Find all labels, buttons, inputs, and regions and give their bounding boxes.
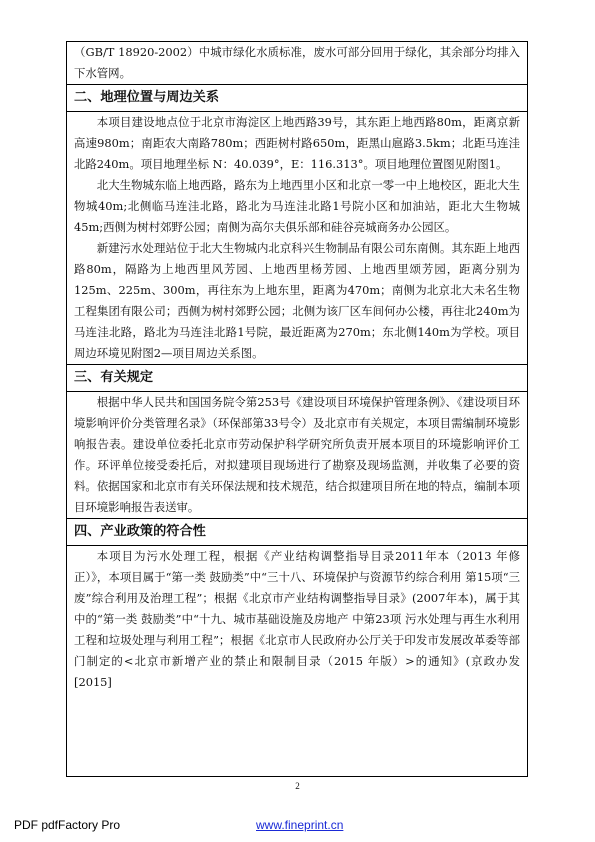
intro-paragraph: （GB/T 18920-2002）中城市绿化水质标准，废水可部分回用于绿化，其余部分均排入下水管网。 (74, 45, 520, 80)
location-paragraph-3: 新建污水处理站位于北大生物城内北京科兴生物制品有限公司东南侧。其东距上地西路80m，隔路为上地西里风芳园、上地西里杨芳园、上地西里颂芳园，距离分别为125m、225m、300m，再往东为上地东里，距离为470m；南侧为北京北大未名生物工程集团有限公司；西侧为树村郊野公园；北侧为该厂区车间何办公楼，再往北240m为马连洼北路，路北为马连洼北路1号院，最近距离为270m；东北侧140m为学校。项目周边环境见附图2—项目周边关系图。 (74, 241, 520, 360)
section-heading-regulations: 三、有关规定 (74, 370, 154, 385)
section-heading-location: 二、地理位置与周边关系 (74, 90, 220, 105)
regulations-paragraph: 根据中华人民共和国国务院令第253号《建设项目环境保护管理条例》、《建设项目环境影响评价分类管理名录》（环保部第33号令）及北京市有关规定，本项目需编制环境影响报告表。建设单位委托北京市劳动保护科学研究所负责开展本项目的环境影响评价工作。环评单位接受委托后，对拟建项目现场进行了勘察及现场监测，并收集了必要的资料。依据国家和北京市有关环保法规和技术规范，结合拟建项目所在地的特点，编制本项目环境影响报告表送审。 (74, 395, 520, 514)
content-frame (66, 41, 528, 777)
location-paragraph-1: 本项目建设地点位于北京市海淀区上地西路39号，其东距上地西路80m，距离京新高速980m；南距农大南路780m；西距树村路650m，距黑山扈路3.5km；北距马连洼北路240m。项目地理坐标 N：40.039°，E：116.313°。项目地理位置图见附图1。 (74, 115, 520, 171)
fineprint-link[interactable]: www.fineprint.cn (256, 818, 344, 832)
policy-paragraph: 本项目为污水处理工程，根据《产业结构调整指导目录2011年本（2013 年修正）》，本项目属于“第一类 鼓励类”中“三十八、环境保护与资源节约综合利用 第15项“三废”综合利用及治理工程”；根据《北京市产业结构调整指导目录》(2007年本)，属于其中的“第一类 鼓励类”中“十九、城市基础设施及房地产 中第23项 污水处理与再生水利用工程和垃圾处理与利用工程”；根据《北京市人民政府办公厅关于印发市发展改革委等部门制定的<北京市新增产业的禁止和限制目录（2015 年版）>的通知》(京政办发[2015] (74, 549, 520, 689)
pdf-factory-label: PDF pdfFactory Pro (14, 818, 121, 832)
document-body (67, 42, 527, 693)
page-number: 2 (295, 781, 300, 791)
location-paragraph-2: 北大生物城东临上地西路，路东为上地西里小区和北京一零一中上地校区，距北大生物城40m;北侧临马连洼北路，路北为马连洼北路1号院小区和加油站，距北大生物城45m;西侧为树村郊野公园；南侧为高尔夫俱乐部和硅谷亮城商务办公园区。 (74, 178, 520, 234)
section-heading-policy: 四、产业政策的符合性 (74, 524, 206, 539)
